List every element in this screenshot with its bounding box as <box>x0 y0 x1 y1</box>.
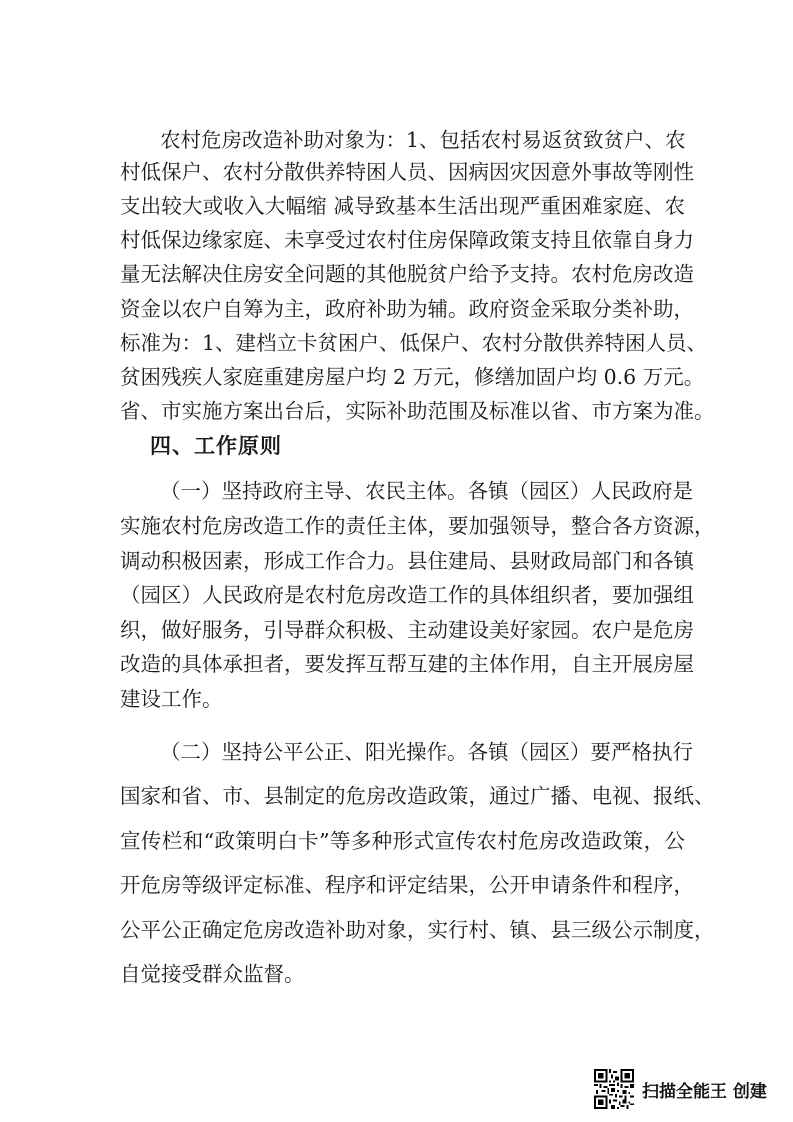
p3-line-4: 开危房等级评定标准、程序和评定结果，公开申请条件和程序， <box>120 873 694 897</box>
p2-line-7: 建设工作。 <box>120 687 223 711</box>
section-heading: 四、工作原则 <box>150 433 282 458</box>
qr-code-icon <box>594 1069 634 1109</box>
p2-line-2: 实施农村危房改造工作的责任主体，要加强领导，整合各方资源， <box>120 514 715 538</box>
p2-line-1: （一）坚持政府主导、农民主体。各镇（园区）人民政府是 <box>160 479 693 503</box>
p2-line-6: 改造的具体承担者，要发挥互帮互建的主体作用，自主开展房屋 <box>120 652 694 676</box>
p3-line-5: 公平公正确定危房改造补助对象，实行村、镇、县三级公示制度， <box>120 918 715 942</box>
p1-line-2: 村低保户、农村分散供养特困人员、因病因灾因意外事故等刚性 <box>120 160 694 184</box>
p1-line-1: 农村危房改造补助对象为：1、包括农村易返贫致贫户、农 <box>160 128 686 152</box>
p3-line-2: 国家和省、市、县制定的危房改造政策，通过广播、电视、报纸、 <box>120 784 715 808</box>
p1-line-4: 村低保边缘家庭、未享受过农村住房保障政策支持且依靠自身力 <box>120 228 694 252</box>
p1-line-8: 贫困残疾人家庭重建房屋户均 2 万元，修缮加固户均 0.6 万元。 <box>120 365 705 389</box>
p2-line-4: （园区）人民政府是农村危房改造工作的具体组织者，要加强组 <box>120 583 694 607</box>
scanner-brand-text: 扫描全能王 创建 <box>642 1081 767 1102</box>
p1-line-9: 省、市实施方案出台后，实际补助范围及标准以省、市方案为准。 <box>120 399 715 423</box>
p3-line-3: 宣传栏和“政策明白卡”等多种形式宣传农村危房改造政策，公 <box>120 829 685 853</box>
p3-line-6: 自觉接受群众监督。 <box>120 962 305 986</box>
p3-line-1: （二）坚持公平公正、阳光操作。各镇（园区）要严格执行 <box>160 740 693 764</box>
p1-line-3: 支出较大或收入大幅缩 减导致基本生活出现严重困难家庭、农 <box>120 194 685 218</box>
p1-line-6: 资金以农户自筹为主，政府补助为辅。政府资金采取分类补助， <box>120 297 694 321</box>
p1-line-5: 量无法解决住房安全问题的其他脱贫户给予支持。农村危房改造 <box>120 262 694 286</box>
scanner-watermark <box>594 1066 767 1112</box>
p2-line-3: 调动积极因素，形成工作合力。县住建局、县财政局部门和各镇 <box>120 549 694 573</box>
p1-line-7: 标准为：1、建档立卡贫困户、低保户、农村分散供养特困人员、 <box>120 331 708 355</box>
p2-line-5: 织，做好服务，引导群众积极、主动建设美好家园。农户是危房 <box>120 618 694 642</box>
